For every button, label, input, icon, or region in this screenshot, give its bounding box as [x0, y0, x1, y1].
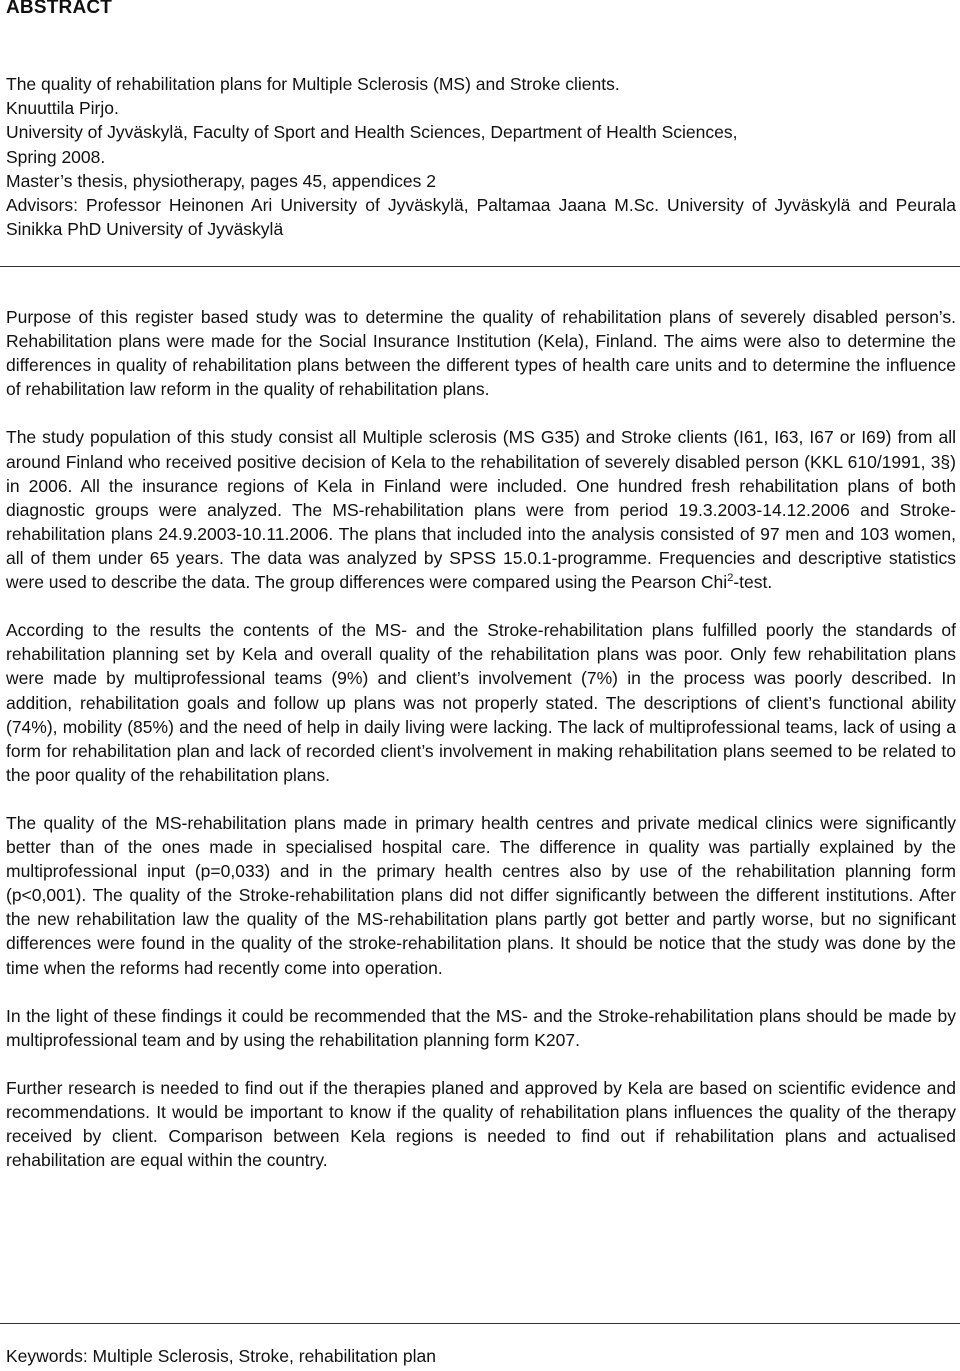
- paragraph-population-text: The study population of this study consist all Multiple sclerosis (MS G35) and Stroke clients (I61, I63, I67 or I69) from all around Finland who received positive decision of Kela to the rehabilitation of severely disabled person (KKL 610/1991, 3§) in 2006. All the insurance regions of Kela in Finland were included. One hundred fresh rehabilitation plans of both diagnostic groups were analyzed. The MS-rehabilitation plans were from period 19.3.2003-14.12.2006 and Stroke-rehabilitation plans 24.9.2003-10.11.2006. The plans that included into the analysis consisted of 97 men and 103 women, all of them under 65 years. The data was analyzed by SPSS 15.0.1-programme. Frequencies and descriptive statistics were used to describe the data. The group differences were compared using the Pearson Chi: [6, 427, 956, 593]
- thesis-details: Master’s thesis, physiotherapy, pages 45, appendices 2: [6, 170, 436, 191]
- thesis-info: [6, 72, 956, 241]
- thesis-title: The quality of rehabilitation plans for Multiple Sclerosis (MS) and Stroke clients.: [6, 74, 620, 94]
- paragraph-results: According to the results the contents of the MS- and the Stroke-rehabilitation plans fulfilled poorly the standards of rehabilitation planning set by Kela and overall quality of the rehabilitation plans was poor. Only few rehabilitation plans were made by multiprofessional teams (9%) and client’s involvement (7%) in the process was poorly described. In addition, rehabilitation goals and follow up plans was not properly stated. The descriptions of client’s functional ability (74%), mobility (85%) and the need of help in daily living were lacking. The lack of multiprofessional teams, lack of using a form for rehabilitation plan and lack of recorded client’s involvement in making rehabilitation plans seemed to be related to the poor quality of the rehabilitation plans.: [6, 620, 956, 785]
- paragraph-population: [6, 425, 956, 594]
- paragraph-quality: The quality of the MS-rehabilitation plans made in primary health centres and private medical clinics were significantly better than of the ones made in specialised hospital care. The difference in quality was partially explained by the multiprofessional input (p=0,033) and in the primary health centres also by use of the rehabilitation planning form (p<0,001). The quality of the Stroke-rehabilitation plans did not differ significantly between the different institutions. After the new rehabilitation law the quality of the MS-rehabilitation plans partly got better and partly worse, but no significant differences were found in the quality of the stroke-rehabilitation plans. It should be notice that the study was done by the time when the reforms had recently come into operation.: [6, 812, 956, 978]
- bottom-divider: [0, 1323, 960, 1324]
- thesis-author: Knuuttila Pirjo.: [6, 98, 119, 119]
- abstract-heading: ABSTRACT: [6, 0, 113, 18]
- paragraph-population-end: -test.: [733, 572, 773, 593]
- abstract-body: [6, 305, 956, 1196]
- thesis-affiliation: University of Jyväskylä, Faculty of Sport and Health Sciences, Department of Health Sciences,: [6, 122, 738, 143]
- chi-square-superscript: 2: [727, 572, 734, 585]
- paragraph-recommendation: In the light of these findings it could be recommended that the MS- and the Stroke-rehabilitation plans should be made by multiprofessional team and by using the rehabilitation planning form K207.: [6, 1005, 956, 1050]
- paragraph-purpose: Purpose of this register based study was to determine the quality of rehabilitation plans of severely disabled person’s. Rehabilitation plans were made for the Social Insurance Institution (Kela), Finland. The aims were also to determine the differences in quality of rehabilitation plans between the different types of health care units and to determine the influence of rehabilitation law reform in the quality of rehabilitation plans.: [6, 307, 956, 400]
- keywords: Keywords: Multiple Sclerosis, Stroke, rehabilitation plan: [6, 1346, 436, 1366]
- top-divider: [0, 266, 960, 267]
- thesis-advisors: Advisors: Professor Heinonen Ari University of Jyväskylä, Paltamaa Jaana M.Sc. University of Jyväskylä and Peurala Sinikka PhD University of Jyväskylä: [6, 195, 956, 240]
- thesis-date: Spring 2008.: [6, 146, 106, 167]
- paragraph-further-research: Further research is needed to find out if the therapies planed and approved by Kela are based on scientific evidence and recommendations. It would be important to know if the quality of rehabilitation plans influences the quality of the therapy received by client. Comparison between Kela regions is needed to find out if rehabilitation plans and actualised rehabilitation are equal within the country.: [6, 1078, 956, 1171]
